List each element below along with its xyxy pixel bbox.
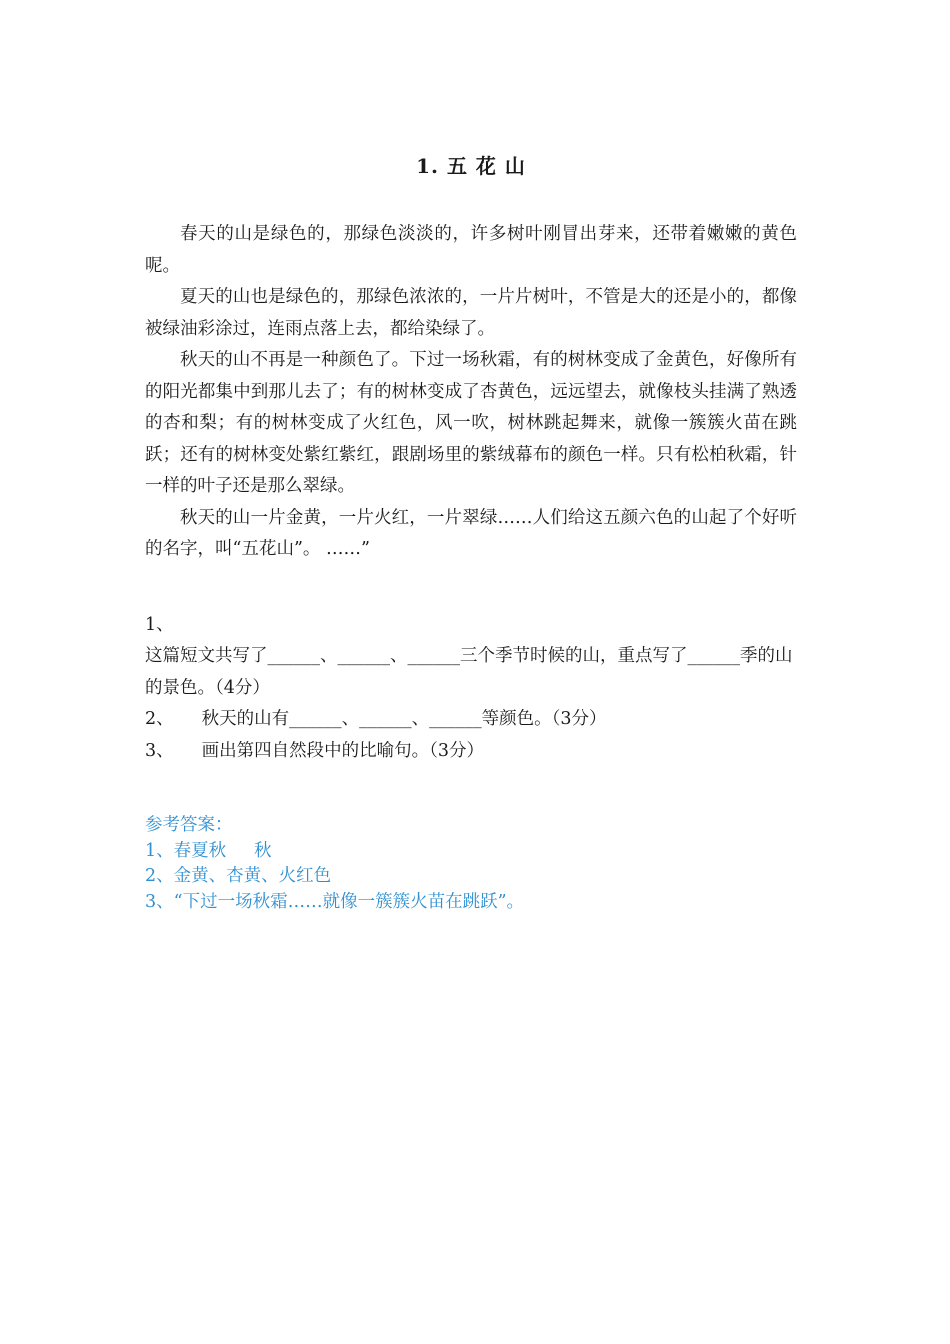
passage-paragraph-1: 春天的山是绿色的，那绿色淡淡的，许多树叶刚冒出芽来，还带着嫩嫩的黄色呢。: [145, 224, 797, 276]
question-3: [145, 736, 797, 768]
question-2: [145, 704, 797, 736]
answer-item-2: 2、金黄、杏黄、火红色: [145, 866, 332, 886]
question-1-text: 这篇短文共写了______、______、______三个季节时候的山，重点写了______季的山的景色。（4分）: [145, 646, 793, 698]
document-title: 1. 五 花 山: [416, 154, 526, 178]
question-1-number: 1、: [145, 614, 174, 635]
document-page: [145, 150, 797, 915]
question-3-number: 3、: [145, 740, 174, 761]
answer-item-1: 1、春夏秋 秋: [145, 840, 272, 861]
answer-item-3: 3、“下过一场秋霜……就像一簇簇火苗在跳跃”。: [145, 891, 525, 912]
question-list: [145, 610, 797, 768]
answer-heading: 参考答案：: [145, 815, 233, 835]
passage-paragraph-4: 秋天的山一片金黄，一片火红，一片翠绿……人们给这五颜六色的山起了个好听的名字，叫“五花山”。 ……”: [145, 507, 797, 559]
passage-paragraph-2: 夏天的山也是绿色的，那绿色浓浓的，一片片树叶，不管是大的还是小的，都像被绿油彩涂过，连雨点落上去，都给染绿了。: [145, 287, 797, 339]
question-2-number: 2、: [145, 709, 174, 729]
answer-section: [145, 813, 797, 915]
passage: [145, 219, 797, 566]
question-2-text: 秋天的山有______、______、______等颜色。（3分）: [201, 709, 607, 729]
question-3-text: 画出第四自然段中的比喻句。（3分）: [201, 740, 485, 761]
passage-paragraph-3: 秋天的山不再是一种颜色了。下过一场秋霜，有的树林变成了金黄色，好像所有的阳光都集中到那儿去了；有的树林变成了杏黄色，远远望去，就像枝头挂满了熟透的杏和梨；有的树林变成了火红色，风一吹，树林跳起舞来，就像一簇簇火苗在跳跃；还有的树林变处紫红紫红，跟剧场里的紫绒幕布的颜色一样。只有松柏秋霜，针一样的叶子还是那么翠绿。: [145, 350, 797, 496]
